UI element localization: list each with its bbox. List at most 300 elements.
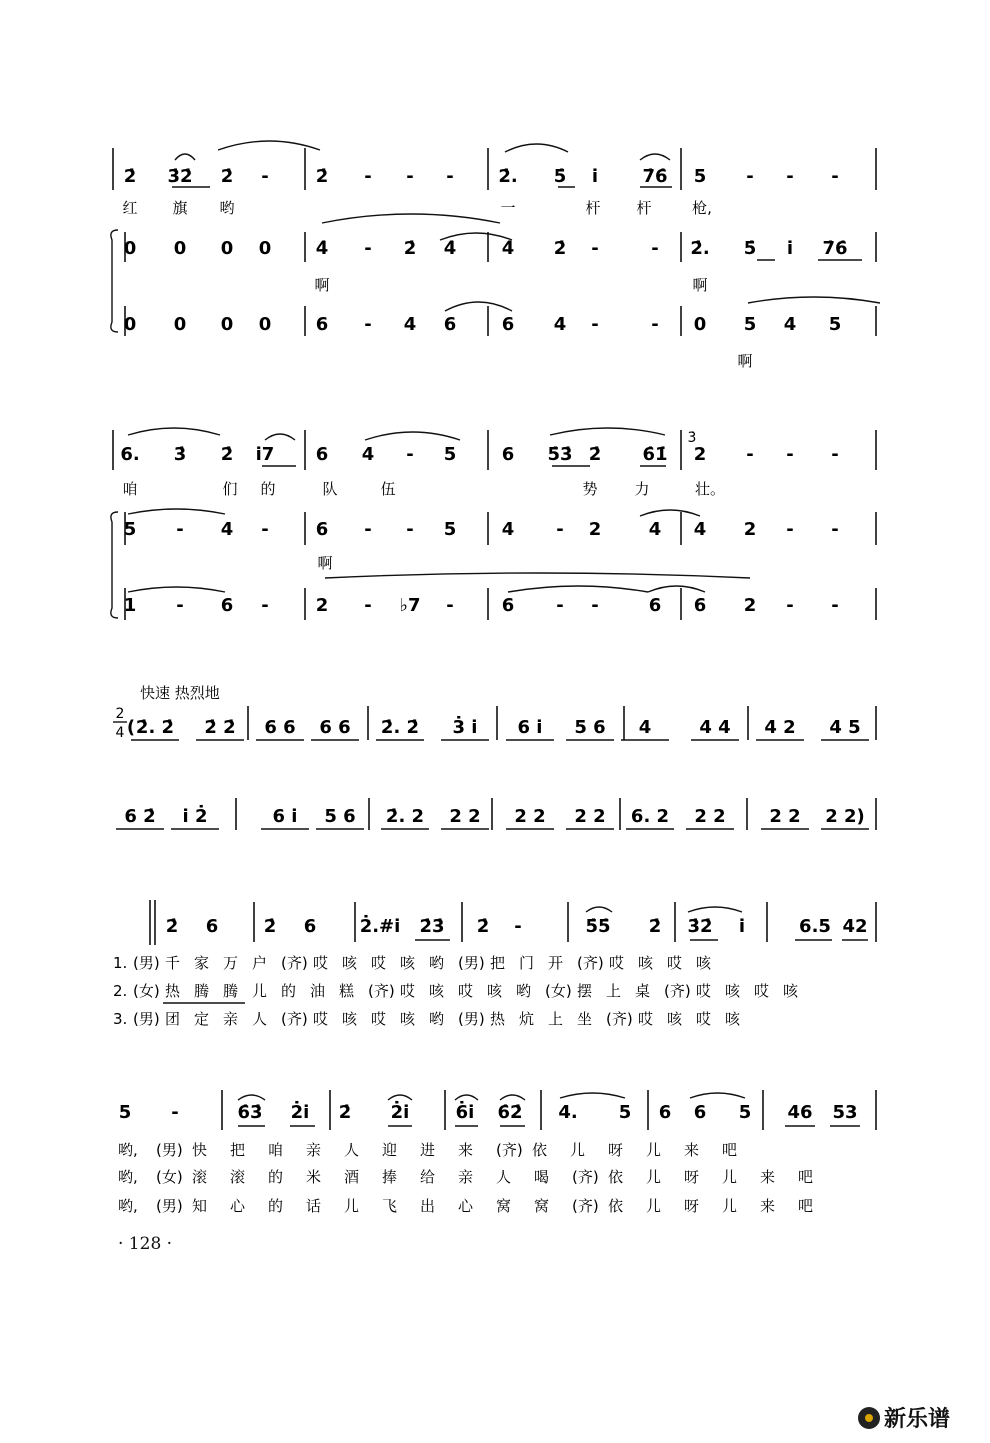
note-voice2: 4̇: [501, 238, 515, 259]
note-voice2: 5: [123, 519, 137, 540]
lyric-verse: 飞: [382, 1197, 398, 1215]
lyric-verse: 窝: [534, 1197, 550, 1215]
note-verse: 6: [693, 1102, 707, 1123]
note-voice1: 2̇: [123, 166, 137, 187]
note-intro: 6 6: [264, 717, 296, 738]
lyric-verse: 知: [192, 1197, 208, 1215]
lyric-verse: 哟: [516, 982, 532, 1000]
choir-bracket: [111, 512, 118, 618]
note-voice2: 2: [743, 519, 757, 540]
note-voice3: -: [364, 595, 372, 616]
verse-number: 2.: [113, 982, 128, 1000]
note-voice2: -: [831, 519, 839, 540]
lyric-voice2: 啊: [317, 554, 333, 572]
note-verse: 6̇3̇: [237, 1102, 263, 1123]
lyric-verse: 炕: [519, 1010, 535, 1028]
lyric-verse: 亲: [223, 1010, 239, 1028]
slur: [640, 510, 700, 516]
note-verse: 5: [118, 1102, 132, 1123]
note-voice2: 4: [220, 519, 234, 540]
note-verse: 2̇: [648, 916, 662, 937]
note-voice2: 7̇6̇: [822, 238, 848, 259]
note-intro: 5 6: [574, 717, 606, 738]
lyric-verse: 哎: [371, 1010, 387, 1028]
note-voice2: -: [364, 519, 372, 540]
site-logo: [858, 1402, 950, 1433]
note-voice2: 2̇: [403, 238, 417, 259]
note-voice1: 2: [693, 444, 707, 465]
note-voice3: 6: [220, 595, 234, 616]
lyric-verse: 捧: [382, 1168, 398, 1186]
lyric-verse: 吧: [722, 1141, 738, 1159]
choir-bracket: [111, 230, 118, 332]
note-voice2: -: [176, 519, 184, 540]
lyric-verse: 门: [519, 954, 535, 972]
note-intro: 2 2: [514, 806, 546, 827]
lyric-verse: 千: [165, 954, 181, 972]
note-intro: 2 2: [449, 806, 481, 827]
note-verse: 6: [658, 1102, 672, 1123]
lyric-verse: 心: [458, 1197, 474, 1215]
lyric-verse: 给: [420, 1168, 436, 1186]
note-voice2: 0: [220, 238, 234, 259]
note-voice3: -: [831, 595, 839, 616]
lyric-verse: 咳: [400, 1010, 416, 1028]
phrase-slur: [322, 214, 500, 223]
note-intro: 2̇. 2: [385, 806, 425, 827]
note-verse: i̇: [738, 916, 746, 937]
lyric-verse: 儿: [570, 1141, 586, 1159]
lyric-verse: 桌: [635, 982, 651, 1000]
note-verse: 2̇: [165, 916, 179, 937]
lyric-verse: 咳: [342, 1010, 358, 1028]
verse-number: 3.: [113, 1010, 128, 1028]
lyric-verse: 咳: [400, 954, 416, 972]
note-voice3: 0: [173, 314, 187, 335]
note-verse: -: [514, 916, 522, 937]
note-verse: 2̇: [476, 916, 490, 937]
lyric-verse: 哟: [429, 954, 445, 972]
note-voice2: -: [556, 519, 564, 540]
slur: [365, 432, 460, 440]
note-voice2: -: [786, 519, 794, 540]
note-voice3: 4: [553, 314, 567, 335]
lyric-verse: 心: [230, 1197, 246, 1215]
lyric-voice1: 哟: [219, 199, 235, 217]
time-sig-top: 2: [115, 706, 125, 722]
lyric-verse: 哎: [754, 982, 770, 1000]
lyric-verse: 儿: [646, 1168, 662, 1186]
note-voice2: 4: [648, 519, 662, 540]
note-verse: 2̇i̇: [390, 1102, 410, 1123]
lyric-verse: 咳: [487, 982, 503, 1000]
lyric-verse: 儿: [722, 1197, 738, 1215]
lyric-verse: 户: [252, 954, 268, 972]
lyric-verse: 团: [165, 1010, 181, 1028]
lyric-voice1: 的: [260, 480, 276, 498]
note-voice3: -: [651, 314, 659, 335]
note-voice3: 4: [783, 314, 797, 335]
lyric-verse: 哟,: [118, 1141, 138, 1159]
lyric-verse: 腾: [194, 982, 210, 1000]
note-voice2: 6: [315, 519, 329, 540]
note-voice3: -: [556, 595, 564, 616]
note-verse: 2̇i̇: [290, 1102, 310, 1123]
lyric-verse: (齐): [606, 1010, 633, 1028]
note-voice2: -: [261, 519, 269, 540]
note-voice2: 4: [501, 519, 515, 540]
lyric-verse: 把: [490, 954, 506, 972]
note-intro: 2 2: [769, 806, 801, 827]
lyric-verse: 依: [608, 1197, 624, 1215]
lyric-voice1: 们: [222, 480, 238, 498]
note-voice1: 2̇.: [498, 166, 518, 187]
note-verse: 5: [618, 1102, 632, 1123]
lyric-verse: 人: [344, 1141, 360, 1159]
note-voice1: 6.: [120, 444, 140, 465]
slur: [505, 144, 568, 152]
lyric-verse: (齐): [496, 1141, 523, 1159]
note-verse: 3̇2̇: [687, 916, 713, 937]
note-voice1: -: [364, 166, 372, 187]
lyric-verse: 咳: [696, 954, 712, 972]
note-intro: 2 2): [825, 806, 865, 827]
note-voice3: 1: [123, 595, 137, 616]
lyric-verse: 吧: [798, 1168, 814, 1186]
note-voice1: 2̇: [588, 444, 602, 465]
note-voice1: -: [786, 444, 794, 465]
lyric-verse: 咱: [268, 1141, 284, 1159]
lyric-verse: 呀: [684, 1197, 700, 1215]
note-verse: -: [171, 1102, 179, 1123]
note-voice2: 0: [123, 238, 137, 259]
note-voice3: -: [176, 595, 184, 616]
note-voice1: 5: [443, 444, 457, 465]
lyric-verse: (齐): [572, 1168, 599, 1186]
note-voice1: 7̇6̇: [642, 166, 668, 187]
paren: (: [126, 717, 136, 738]
lyric-voice1: 枪,: [692, 199, 712, 217]
lyric-verse: 的: [268, 1168, 284, 1186]
note-verse: 6.5: [799, 916, 831, 937]
note-voice1: 6: [315, 444, 329, 465]
lyric-verse: 哎: [696, 982, 712, 1000]
note-voice1: 6̇1̇: [642, 444, 668, 465]
lyric-voice1: 一: [500, 199, 516, 217]
note-voice2: -: [364, 238, 372, 259]
note-voice2: 0: [258, 238, 272, 259]
lyric-verse: 开: [548, 954, 564, 972]
lyric-verse: 喝: [534, 1168, 550, 1186]
note-voice1: -: [446, 166, 454, 187]
lyric-verse: (男): [458, 954, 485, 972]
lyric-verse: 咳: [429, 982, 445, 1000]
lyric-verse: (男): [133, 1010, 160, 1028]
lyric-verse: 咳: [667, 1010, 683, 1028]
note-voice3: 6: [501, 595, 515, 616]
note-voice1: 3̇2̇: [167, 166, 193, 187]
lyric-voice1: 壮。: [694, 480, 726, 498]
lyric-verse: 咳: [638, 954, 654, 972]
slur: [455, 1095, 478, 1100]
lyric-verse: 把: [230, 1141, 246, 1159]
lyric-verse: 咳: [725, 982, 741, 1000]
lyric-verse: 呀: [608, 1141, 624, 1159]
note-voice3: -: [261, 595, 269, 616]
note-voice3: 6: [693, 595, 707, 616]
verse-number: 1.: [113, 954, 128, 972]
lyric-verse: (齐): [572, 1197, 599, 1215]
tempo-marking: 快速 热烈地: [140, 684, 220, 702]
note-voice3: 5: [743, 314, 757, 335]
note-verse: 46: [787, 1102, 813, 1123]
note-voice1: -: [746, 444, 754, 465]
logo-text: 新乐谱: [884, 1407, 951, 1432]
lyric-verse: 咳: [783, 982, 799, 1000]
note-voice1: i̇: [591, 166, 599, 187]
lyric-voice2: 啊: [314, 276, 330, 294]
lyric-verse: 出: [420, 1197, 436, 1215]
lyric-verse: 迎: [382, 1141, 398, 1159]
note-intro: 6 2̇: [124, 806, 156, 827]
lyric-voice1: 队: [322, 480, 338, 498]
lyric-verse: 儿: [722, 1168, 738, 1186]
note-voice3: -: [364, 314, 372, 335]
note-verse: 2̇3̇: [419, 916, 445, 937]
note-voice2: 5̇: [743, 238, 757, 259]
lyric-verse: 上: [548, 1010, 564, 1028]
lyric-voice3: 啊: [737, 352, 753, 370]
note-verse: 6̇2̇: [497, 1102, 523, 1123]
note-voice2: -: [591, 238, 599, 259]
note-voice3: 0: [258, 314, 272, 335]
note-voice3: 0: [220, 314, 234, 335]
lyric-verse: 亲: [306, 1141, 322, 1159]
time-sig-bottom: 4: [115, 725, 125, 741]
slur: [648, 586, 705, 592]
note-voice2: 4̇: [315, 238, 329, 259]
lyric-verse: 糕: [339, 982, 355, 1000]
lyric-verse: (男): [458, 1010, 485, 1028]
note-voice2: -: [406, 519, 414, 540]
note-voice3: -: [591, 314, 599, 335]
lyric-verse: 哎: [313, 954, 329, 972]
lyric-verse: 来: [458, 1141, 474, 1159]
lyric-verse: (齐): [368, 982, 395, 1000]
lyric-verse: 油: [310, 982, 326, 1000]
lyric-verse: 呀: [684, 1168, 700, 1186]
note-voice1: -: [406, 166, 414, 187]
note-voice3: -: [786, 595, 794, 616]
lyric-verse: (男): [156, 1197, 183, 1215]
note-intro: i̇ 2̇: [182, 806, 208, 827]
lyric-verse: 依: [532, 1141, 548, 1159]
note-intro: 4 4: [699, 717, 731, 738]
note-voice1: 5̇3̇: [547, 444, 573, 465]
lyric-verse: (齐): [281, 1010, 308, 1028]
lyric-verse: 哟,: [118, 1168, 138, 1186]
lyric-voice2: 啊: [692, 276, 708, 294]
note-voice2: 2: [588, 519, 602, 540]
lyric-verse: 话: [306, 1197, 322, 1215]
note-verse: 5̇5̇: [585, 916, 611, 937]
lyric-verse: (女): [133, 982, 160, 1000]
lyric-voice1: 红: [122, 199, 138, 217]
lyric-voice1: 咱: [122, 480, 138, 498]
lyric-verse: 万: [223, 954, 239, 972]
lyric-verse: (齐): [664, 982, 691, 1000]
note-voice3: 6: [443, 314, 457, 335]
lyric-voice1: 旗: [172, 199, 188, 217]
note-intro: 6 i̇: [272, 806, 298, 827]
note-voice1: -: [746, 166, 754, 187]
note-verse: 2̇: [263, 916, 277, 937]
note-intro: 6. 2: [630, 806, 670, 827]
lyric-verse: 滚: [230, 1168, 246, 1186]
note-voice3: 2: [315, 595, 329, 616]
lyric-verse: 吧: [798, 1197, 814, 1215]
grace-note: 3̇: [687, 430, 697, 446]
note-verse: 6̇i̇: [455, 1102, 475, 1123]
phrase-slur: [325, 573, 750, 578]
lyric-verse: 酒: [344, 1168, 360, 1186]
note-intro: 2 2: [694, 806, 726, 827]
lyric-verse: (女): [545, 982, 572, 1000]
slur: [128, 428, 220, 435]
note-intro: 2̇. 2̇: [135, 717, 175, 738]
note-voice1: 4: [361, 444, 375, 465]
note-verse: 4.: [558, 1102, 578, 1123]
lyric-voice1: 杆: [636, 199, 652, 217]
note-intro: 6 6: [319, 717, 351, 738]
lyric-verse: 家: [194, 954, 210, 972]
note-verse: 42: [842, 916, 868, 937]
note-voice1: 5̇: [553, 166, 567, 187]
note-voice3: -: [446, 595, 454, 616]
lyric-verse: (女): [156, 1168, 183, 1186]
note-voice2: 4: [693, 519, 707, 540]
note-voice1: 2̇: [220, 166, 234, 187]
note-verse: 6: [303, 916, 317, 937]
note-voice3: 6: [501, 314, 515, 335]
slur: [688, 907, 742, 912]
lyric-verse: 哎: [667, 954, 683, 972]
note-voice1: 6: [501, 444, 515, 465]
note-voice1: -: [406, 444, 414, 465]
lyric-verse: (齐): [577, 954, 604, 972]
page-number: · 128 ·: [118, 1234, 173, 1254]
note-voice1: 2̇: [315, 166, 329, 187]
note-voice3: 0: [123, 314, 137, 335]
note-verse: 53: [832, 1102, 858, 1123]
lyric-voice1: 杆: [585, 199, 601, 217]
note-voice1: -: [261, 166, 269, 187]
slur: [500, 1095, 525, 1100]
lyric-verse: 窝: [496, 1197, 512, 1215]
note-voice1: -: [786, 166, 794, 187]
lyric-verse: 咳: [342, 954, 358, 972]
note-voice3: 0: [693, 314, 707, 335]
lyric-verse: 进: [420, 1141, 436, 1159]
lyric-verse: 坐: [577, 1010, 593, 1028]
note-voice1: -: [831, 444, 839, 465]
note-voice3: 5: [828, 314, 842, 335]
lyric-verse: 儿: [646, 1197, 662, 1215]
slur: [265, 434, 295, 440]
slur: [690, 1093, 745, 1098]
slur: [128, 587, 225, 592]
lyric-verse: 儿: [646, 1141, 662, 1159]
lyric-verse: 咳: [725, 1010, 741, 1028]
lyric-verse: 来: [684, 1141, 700, 1159]
slur: [640, 154, 670, 160]
note-voice2: 0: [173, 238, 187, 259]
lyric-verse: 上: [606, 982, 622, 1000]
slur: [175, 154, 195, 160]
slur: [388, 1095, 412, 1100]
lyric-verse: 的: [268, 1197, 284, 1215]
lyric-verse: 的: [281, 982, 297, 1000]
note-verse: 5: [738, 1102, 752, 1123]
note-voice1: -: [831, 166, 839, 187]
lyric-verse: 热: [490, 1010, 506, 1028]
lyric-verse: (男): [156, 1141, 183, 1159]
lyric-verse: 米: [306, 1168, 322, 1186]
lyric-verse: 哎: [400, 982, 416, 1000]
slur: [586, 907, 612, 912]
note-voice3: 2: [743, 595, 757, 616]
note-verse: 6: [205, 916, 219, 937]
lyric-verse: 来: [760, 1197, 776, 1215]
lyric-verse: 摆: [577, 982, 593, 1000]
note-voice2: 5: [443, 519, 457, 540]
note-voice1: 2̇: [220, 444, 234, 465]
note-voice3: ♭7: [399, 595, 421, 616]
lyric-verse: (男): [133, 954, 160, 972]
note-verse: 2̇: [338, 1102, 352, 1123]
note-voice1: i̇7: [255, 444, 275, 465]
note-voice3: 6: [315, 314, 329, 335]
lyric-verse: 来: [760, 1168, 776, 1186]
note-voice3: 6: [648, 595, 662, 616]
lyric-verse: 人: [496, 1168, 512, 1186]
lyric-verse: 快: [192, 1141, 208, 1159]
note-voice3: 4: [403, 314, 417, 335]
note-verse: 2̇.#i̇: [359, 916, 401, 937]
lyric-verse: 定: [194, 1010, 210, 1028]
note-voice2: 2̇.: [690, 238, 710, 259]
slur: [508, 586, 648, 592]
slur: [560, 1093, 625, 1098]
record-icon: [858, 1407, 880, 1429]
slur: [748, 297, 880, 303]
lyric-voice1: 力: [634, 480, 650, 498]
lyric-verse: 亲: [458, 1168, 474, 1186]
lyric-verse: 哎: [313, 1010, 329, 1028]
lyric-verse: 滚: [192, 1168, 208, 1186]
slur: [128, 509, 225, 514]
note-intro: 5 6: [324, 806, 356, 827]
note-intro: 6 i̇: [517, 717, 543, 738]
lyric-voice1: 势: [582, 480, 598, 498]
lyric-verse: 哎: [638, 1010, 654, 1028]
note-voice2: 2̇: [553, 238, 567, 259]
lyric-verse: 热: [165, 982, 181, 1000]
lyric-verse: 哎: [609, 954, 625, 972]
note-voice2: i̇: [786, 238, 794, 259]
lyric-verse: 儿: [344, 1197, 360, 1215]
note-intro: 4 5: [829, 717, 861, 738]
